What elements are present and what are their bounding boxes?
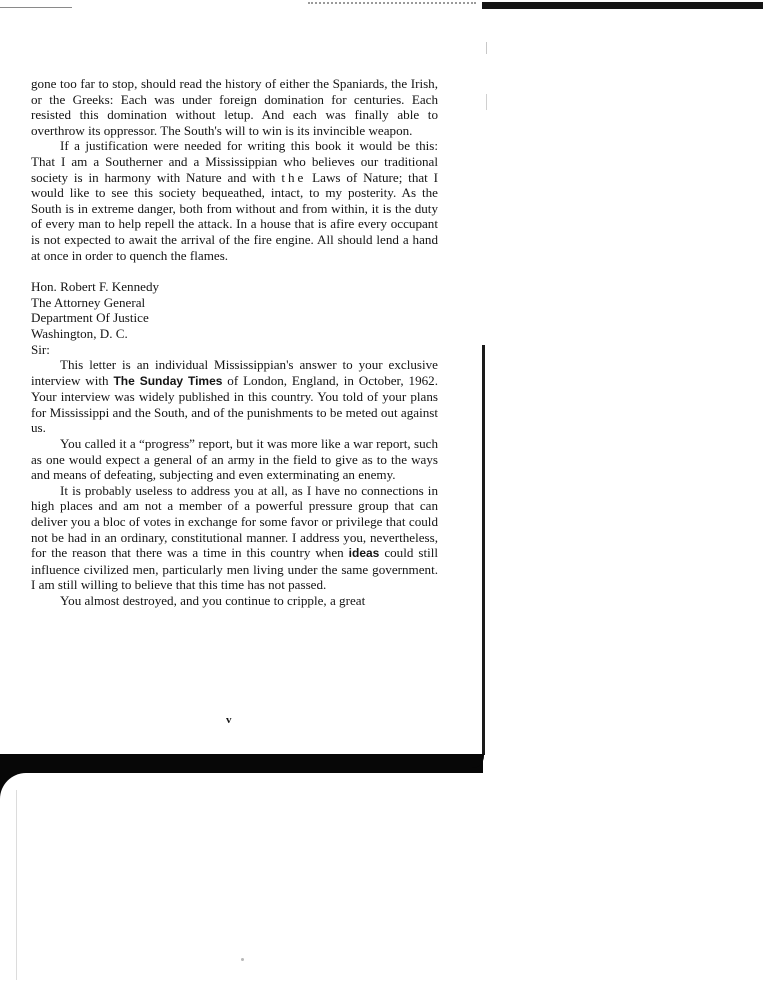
- letter-paragraph: [31, 357, 438, 436]
- paragraph-text: This letter is an individual Mississippian's answer to your exclusive interview with: [31, 357, 438, 388]
- spaced-word: the: [281, 169, 307, 185]
- scan-dotted-edge: [308, 2, 476, 4]
- page-body: [31, 76, 438, 609]
- scan-top-shadow: [482, 2, 763, 9]
- paragraph-continued: [31, 76, 438, 138]
- paragraph-text: of London, England, in October, 1962. Your interview was widely published in this country. You told of your plans for Mississippi and the South, and of the punishments to be meted out against us.: [31, 372, 438, 436]
- scan-mark: [486, 94, 487, 110]
- recipient-title: The Attorney General: [31, 294, 146, 310]
- salutation: Sir:: [31, 341, 50, 357]
- letter-paragraph: [31, 436, 438, 483]
- paragraph-text: You almost destroyed, and you continue to cripple, a great: [60, 593, 366, 608]
- paragraph-text: gone too far to stop, should read the history of either the Spaniards, the Irish, or the Greeks: Each was under foreign domination for centuries. Each resisted this domination without letup. And each was finally able to overthrow its oppressor. The South's will to win is its invincible weapon.: [31, 76, 438, 138]
- paragraph-text: Laws of Nature; that I would like to see this society bequeathed, intact, to my posterity. As the South is in extreme danger, both from without and from within, it is the duty of every man to help repell the attack. In a house that is afire every occupant is not expected to await the arrival of the fire engine. All should lend a hand at once in order to quench the flames.: [31, 169, 439, 263]
- emphasized-word: ideas: [348, 546, 380, 561]
- newspaper-name: The Sunday Times: [113, 373, 223, 388]
- paragraph-text: It is probably useless to address you at all, as I have no connections in high places and am not a member of a powerful pressure group that can deliver you a bloc of votes in exchange for some favor or privilege that could not be had in an ordinary, constitutional manner. I address you, nevertheless, for the reason that there was a time in this country when: [31, 482, 438, 561]
- recipient-department: Department Of Justice: [31, 310, 149, 326]
- letter-paragraph: [31, 593, 438, 609]
- recipient-address: [31, 279, 438, 341]
- scan-speck: [241, 958, 244, 961]
- paragraph-text: If a justification were needed for writing this book it would be this: That I am a Southerner and a Mississippian who believes our traditional society is in harmony with Nature and with: [31, 138, 438, 185]
- next-page-margin-line: [16, 790, 17, 980]
- paragraph-text: could still influence civilized men, particularly men living under the same government. I am still willing to believe that this time has not passed.: [31, 545, 439, 593]
- paragraph-justification: [31, 138, 438, 263]
- page-number: v: [226, 714, 232, 726]
- scan-edge-line: [0, 7, 72, 8]
- page-right-edge-shadow: [482, 345, 485, 755]
- recipient-city: Washington, D. C.: [31, 325, 128, 341]
- next-page-edge: [0, 773, 763, 990]
- recipient-name: Hon. Robert F. Kennedy: [31, 279, 160, 295]
- paragraph-text: You called it a “progress” report, but it was more like a war report, such as one would expect a general of an army in the field to give as to the ways and means of defeating, subjecting and even exterminating an enemy.: [31, 436, 438, 483]
- scan-mark: [486, 42, 487, 54]
- letter-paragraph: [31, 483, 438, 593]
